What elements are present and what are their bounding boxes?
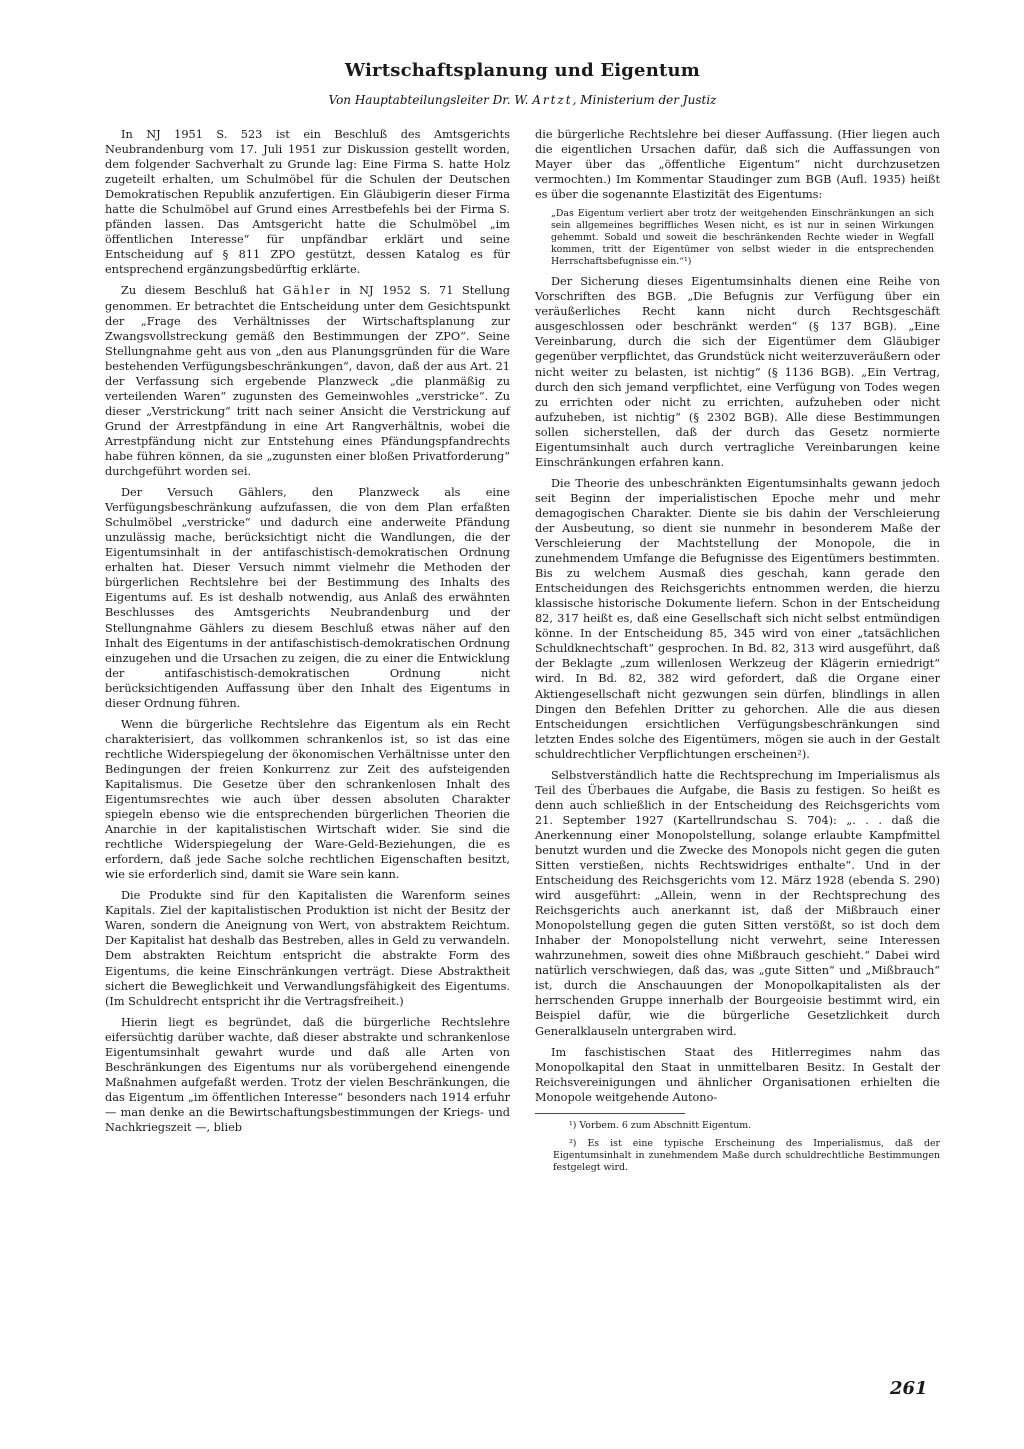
paragraph: Der Sicherung dieses Eigentumsinhalts dienen eine Reihe von Vorschriften des BGB. „Die Befugnis zur Verfügung über ein veräußerliches Recht kann nicht durch Rechtsgeschäft ausgeschlossen oder beschränkt werden“ (§ 137 BGB). „Eine Vereinbarung, durch die sich der Eigentümer dem Gläubiger gegenüber verpflichtet, das Grundstück nicht weiterzuveräußern oder nicht weiter zu belasten, ist nichtig“ (§ 1136 BGB). „Ein Vertrag, durch den sich jemand verpflichtet, eine Verfügung von Todes wegen zu errichten oder nicht zu errichten, aufzuheben oder nicht aufzuheben, ist nichtig“ (§ 2302 BGB). Alle diese Bestimmungen sollen sicherstellen, daß der durch das Gesetz normierte Eigentumsinhalt auch durch vertragliche Vereinbarungen keine Einschränkungen erfahren kann. <box>535 275 940 469</box>
paragraph <box>105 283 510 479</box>
footnote: ¹) Vorbem. 6 zum Abschnitt Eigentum. <box>569 1119 752 1131</box>
paragraph: Die Produkte sind für den Kapitalisten die Warenform seines Kapitals. Ziel der kapitalistischen Produktion ist nicht der Besitz der Waren, sondern die Aneignung von Wert, von abstraktem Reichtum. Der Kapitalist hat deshalb das Bestreben, alles in Geld zu verwandeln. Dem abstrakten Reichtum entspricht die abstrakte Form des Eigentums, die keine Einschränkungen verträgt. Diese Abstraktheit sichert die Beweglichkeit und Verwandlungsfähigkeit des Eigentums. (Im Schuldrecht entspricht ihr die Vertragsfreiheit.) <box>105 889 510 1008</box>
footnote-divider <box>535 1113 685 1114</box>
paragraph: Im faschistischen Staat des Hitlerregimes nahm das Monopolkapital den Staat in unmittelbaren Besitz. In Gestalt der Reichsvereinigungen und ähnlicher Organisationen erhielten die Monopole weitgehende Autono- <box>535 1045 940 1104</box>
article-title: Wirtschaftsplanung und Eigentum <box>344 60 701 81</box>
paragraph: Der Versuch Gählers, den Planzweck als eine Verfügungsbeschränkung aufzufassen, die von dem Plan erfaßten Schulmöbel „verstricke“ und dadurch eine anderweite Pfändung unzulässig mache, berücksichtigt nicht die Wandlungen, die der Eigentumsinhalt in der antifaschistisch-demokratischen Ordnung erhalten hat. Dieser Versuch nimmt vielmehr die Methoden der bürgerlichen Rechtslehre bei der Bestimmung des Inhalts des Eigentums auf. Es ist deshalb notwendig, aus Anlaß des erwähnten Beschlusses des Amtsgerichts Neubrandenburg und der Stellungnahme Gählers zu diesem Beschluß etwas näher auf den Inhalt des Eigentums in der antifaschistisch-demokratischen Ordnung einzugehen und die Ursachen zu zeigen, die zu einer die Entwicklung der antifaschistisch-demokratischen Ordnung nicht berücksichtigenden Auffassung über den Inhalt des Eigentums in dieser Ordnung führen. <box>105 486 510 710</box>
byline-suffix: , Ministerium der Justiz <box>572 93 717 107</box>
paragraph-rest: in NJ 1952 S. 71 Stellung genommen. Er betrachtet die Entscheidung unter dem Gesichtspunkt der „Frage des Verhältnisses der Wirtschaftsplanung zur Zwangsvollstreckung gemäß den Bestimmungen der ZPO“. Seine Stellungnahme geht aus von „den aus Planungsgründen für die Ware bestehenden Verfügungsbeschränkungen“, davon, daß der aus Art. 21 der Verfassung sich ergebende Planzweck „die planmäßig zu verteilenden Waren“ zugunsten des Gemeinwohles „verstricke“. Zu dieser „Verstrickung“ tritt nach seiner Ansicht die Verstrickung auf Grund der Arrestpfändung in eine Art Rangverhältnis, wobei die Arrestpfändung nicht zur Entstehung eines Pfändungspfandrechts habe führen können, da sie „zugunsten einer bloßen Privatforderung“ durchgeführt worden sei. <box>105 284 511 479</box>
cited-author: Gähler <box>282 284 332 298</box>
paragraph-lead: Zu diesem Beschluß hat <box>121 284 283 298</box>
footnote: ²) Es ist eine typische Erscheinung des Imperialismus, daß der Eigentumsinhalt in zunehmendem Maße durch schuldrechtliche Bestimmungen festgelegt wird. <box>553 1137 940 1174</box>
paragraph: In NJ 1951 S. 523 ist ein Beschluß des Amtsgerichts Neubrandenburg vom 17. Juli 1951 zur Diskussion gestellt worden, dem folgender Sachverhalt zu Grunde lag: Eine Firma S. hatte Holz zugeteilt erhalten, um Schulmöbel für die Schulen der Deutschen Demokratischen Republik anzufertigen. Ein Gläubigerin dieser Firma hatte die Schulmöbel auf Grund eines Arrestbefehls bei der Firma S. pfänden lassen. Das Amtsgericht hatte die Schulmöbel „im öffentlichen Interesse“ für unpfändbar erklärt und seine Entscheidung auf § 811 ZPO gestützt, dessen Katalog es für entsprechend ergänzungsbedürftig erklärte. <box>105 128 510 277</box>
author-name: Artzt <box>532 93 573 107</box>
page-number: 261 <box>890 1378 928 1399</box>
paragraph: die bürgerliche Rechtslehre bei dieser Auffassung. (Hier liegen auch die eigentlichen Ursachen dafür, daß sich die Auffassungen von Mayer über das „öffentliche Eigentum“ nicht durchzusetzen vermochten.) Im Kommentar Staudinger zum BGB (Aufl. 1935) heißt es über die sogenannte Elastizität des Eigentums: <box>535 128 940 202</box>
block-quote: „Das Eigentum verliert aber trotz der weitgehenden Einschränkungen an sich sein allgemeines begriffliches Wesen nicht, es ist nur in seinen Wirkungen gehemmt. Sobald und soweit die beschränkenden Rechte wieder in Wegfall kommen, tritt der Eigentümer von selbst wieder in die entsprechenden Herrschaftsbefugnisse ein.“¹) <box>551 208 934 268</box>
paragraph: Wenn die bürgerliche Rechtslehre das Eigentum als ein Recht charakterisiert, das vollkommen schrankenlos ist, so ist das eine rechtliche Widerspiegelung der ökonomischen Verhältnisse unter den Bedingungen der freien Konkurrenz zur Zeit des aufsteigenden Kapitalismus. Die Gesetze über den schrankenlosen Inhalt des Eigentumsrechtes wie auch über dessen absoluten Charakter spiegeln ebenso wie die entsprechenden bürgerlichen Theorien die Anarchie in der kapitalistischen Wirtschaft wider. Sie sind die rechtliche Widerspiegelung der Ware-Geld-Beziehungen, die es erfordern, daß jede Sache solche rechtlichen Eigenschaften besitzt, wie sie erforderlich sind, damit sie Ware sein kann. <box>105 717 510 882</box>
text-columns <box>105 127 940 1181</box>
paragraph: Die Theorie des unbeschränkten Eigentumsinhalts gewann jedoch seit Beginn der imperialistischen Epoche mehr und mehr demagogischen Charakter. Diente sie bis dahin der Verschleierung der Ausbeutung, so dient sie nunmehr in besonderem Maße der Verschleierung der Machtstellung der Monopole, die in zunehmendem Umfange die Befugnisse des Eigentümers bestimmten. Bis zu welchem Ausmaß dies geschah, kann gerade den Entscheidungen des Reichsgerichts entnommen werden, die hierzu klassische historische Dokumente liefern. Schon in der Entscheidung 82, 317 heißt es, daß eine Gesellschaft sich nicht selbst entmündigen könne. In der Entscheidung 85, 345 wird von einer „tatsächlichen Schuldknechtschaft“ gesprochen. In Bd. 82, 313 wird ausgeführt, daß der Beklagte „zum willenlosen Werkzeug der Klägerin erniedrigt“ wird. In Bd. 82, 382 wird gefordert, daß die Organe einer Aktiengesellschaft nicht gezwungen sein dürfen, blindlings in allen Dingen den Befehlen Dritter zu gehorchen. Alle die aus diesen Entscheidungen ersichtlichen Verfügungsbeschränkungen sind letzten Endes solche des Eigentümers, mögen sie auch in der Gestalt schuldrechtlicher Verpflichtungen erscheinen²). <box>535 476 940 761</box>
right-column <box>535 127 940 1181</box>
byline <box>105 93 940 107</box>
byline-prefix: Von Hauptabteilungsleiter Dr. W. <box>328 93 533 107</box>
left-column <box>105 127 510 1181</box>
paragraph: Selbstverständlich hatte die Rechtsprechung im Imperialismus als Teil des Überbaues die Aufgabe, die Basis zu festigen. So heißt es denn auch schließlich in der Entscheidung des Reichsgerichts vom 21. September 1927 (Kartellrundschau S. 704): „. . . daß die Anerkennung einer Monopolstellung, solange erlaubte Kampfmittel benutzt wurden und die Zwecke des Monopols nicht gegen die guten Sitten verstießen, nichts Rechtswidriges enthalte“. Und in der Entscheidung des Reichsgerichts vom 12. März 1928 (ebenda S. 290) wird ausgeführt: „Allein, wenn in der Rechtsprechung des Reichsgerichts auch anerkannt ist, daß der Mißbrauch einer Monopolstellung gegen die guten Sitten verstößt, so ist doch dem Inhaber der Monopolstellung nicht verwehrt, seine Interessen wahrzunehmen, soweit dies ohne Mißbrauch geschieht.“ Dabei wird natürlich verschwiegen, daß das, was „gute Sitten“ und „Mißbrauch“ ist, durch die Anschauungen der Monopolkapitalisten als der herrschenden Gruppe innerhalb der Bourgeoisie bestimmt wird, ein Beispiel dafür, wie die bürgerliche Gesetzlichkeit durch Generalklauseln untergraben wird. <box>535 768 940 1038</box>
article <box>105 60 940 1181</box>
paragraph: Hierin liegt es begründet, daß die bürgerliche Rechtslehre eifersüchtig darüber wachte, daß dieser abstrakte und schrankenlose Eigentumsinhalt gewahrt wurde und daß alle Arten von Beschränkungen des Eigentums nur als vorübergehend einengende Maßnahmen aufgefaßt werden. Trotz der vielen Beschränkungen, die das Eigentum „im öffentlichen Interesse“ besonders nach 1914 erfuhr — man denke an die Bewirtschaftungsbestimmungen der Kriegs- und Nachkriegszeit —, blieb <box>105 1015 510 1134</box>
